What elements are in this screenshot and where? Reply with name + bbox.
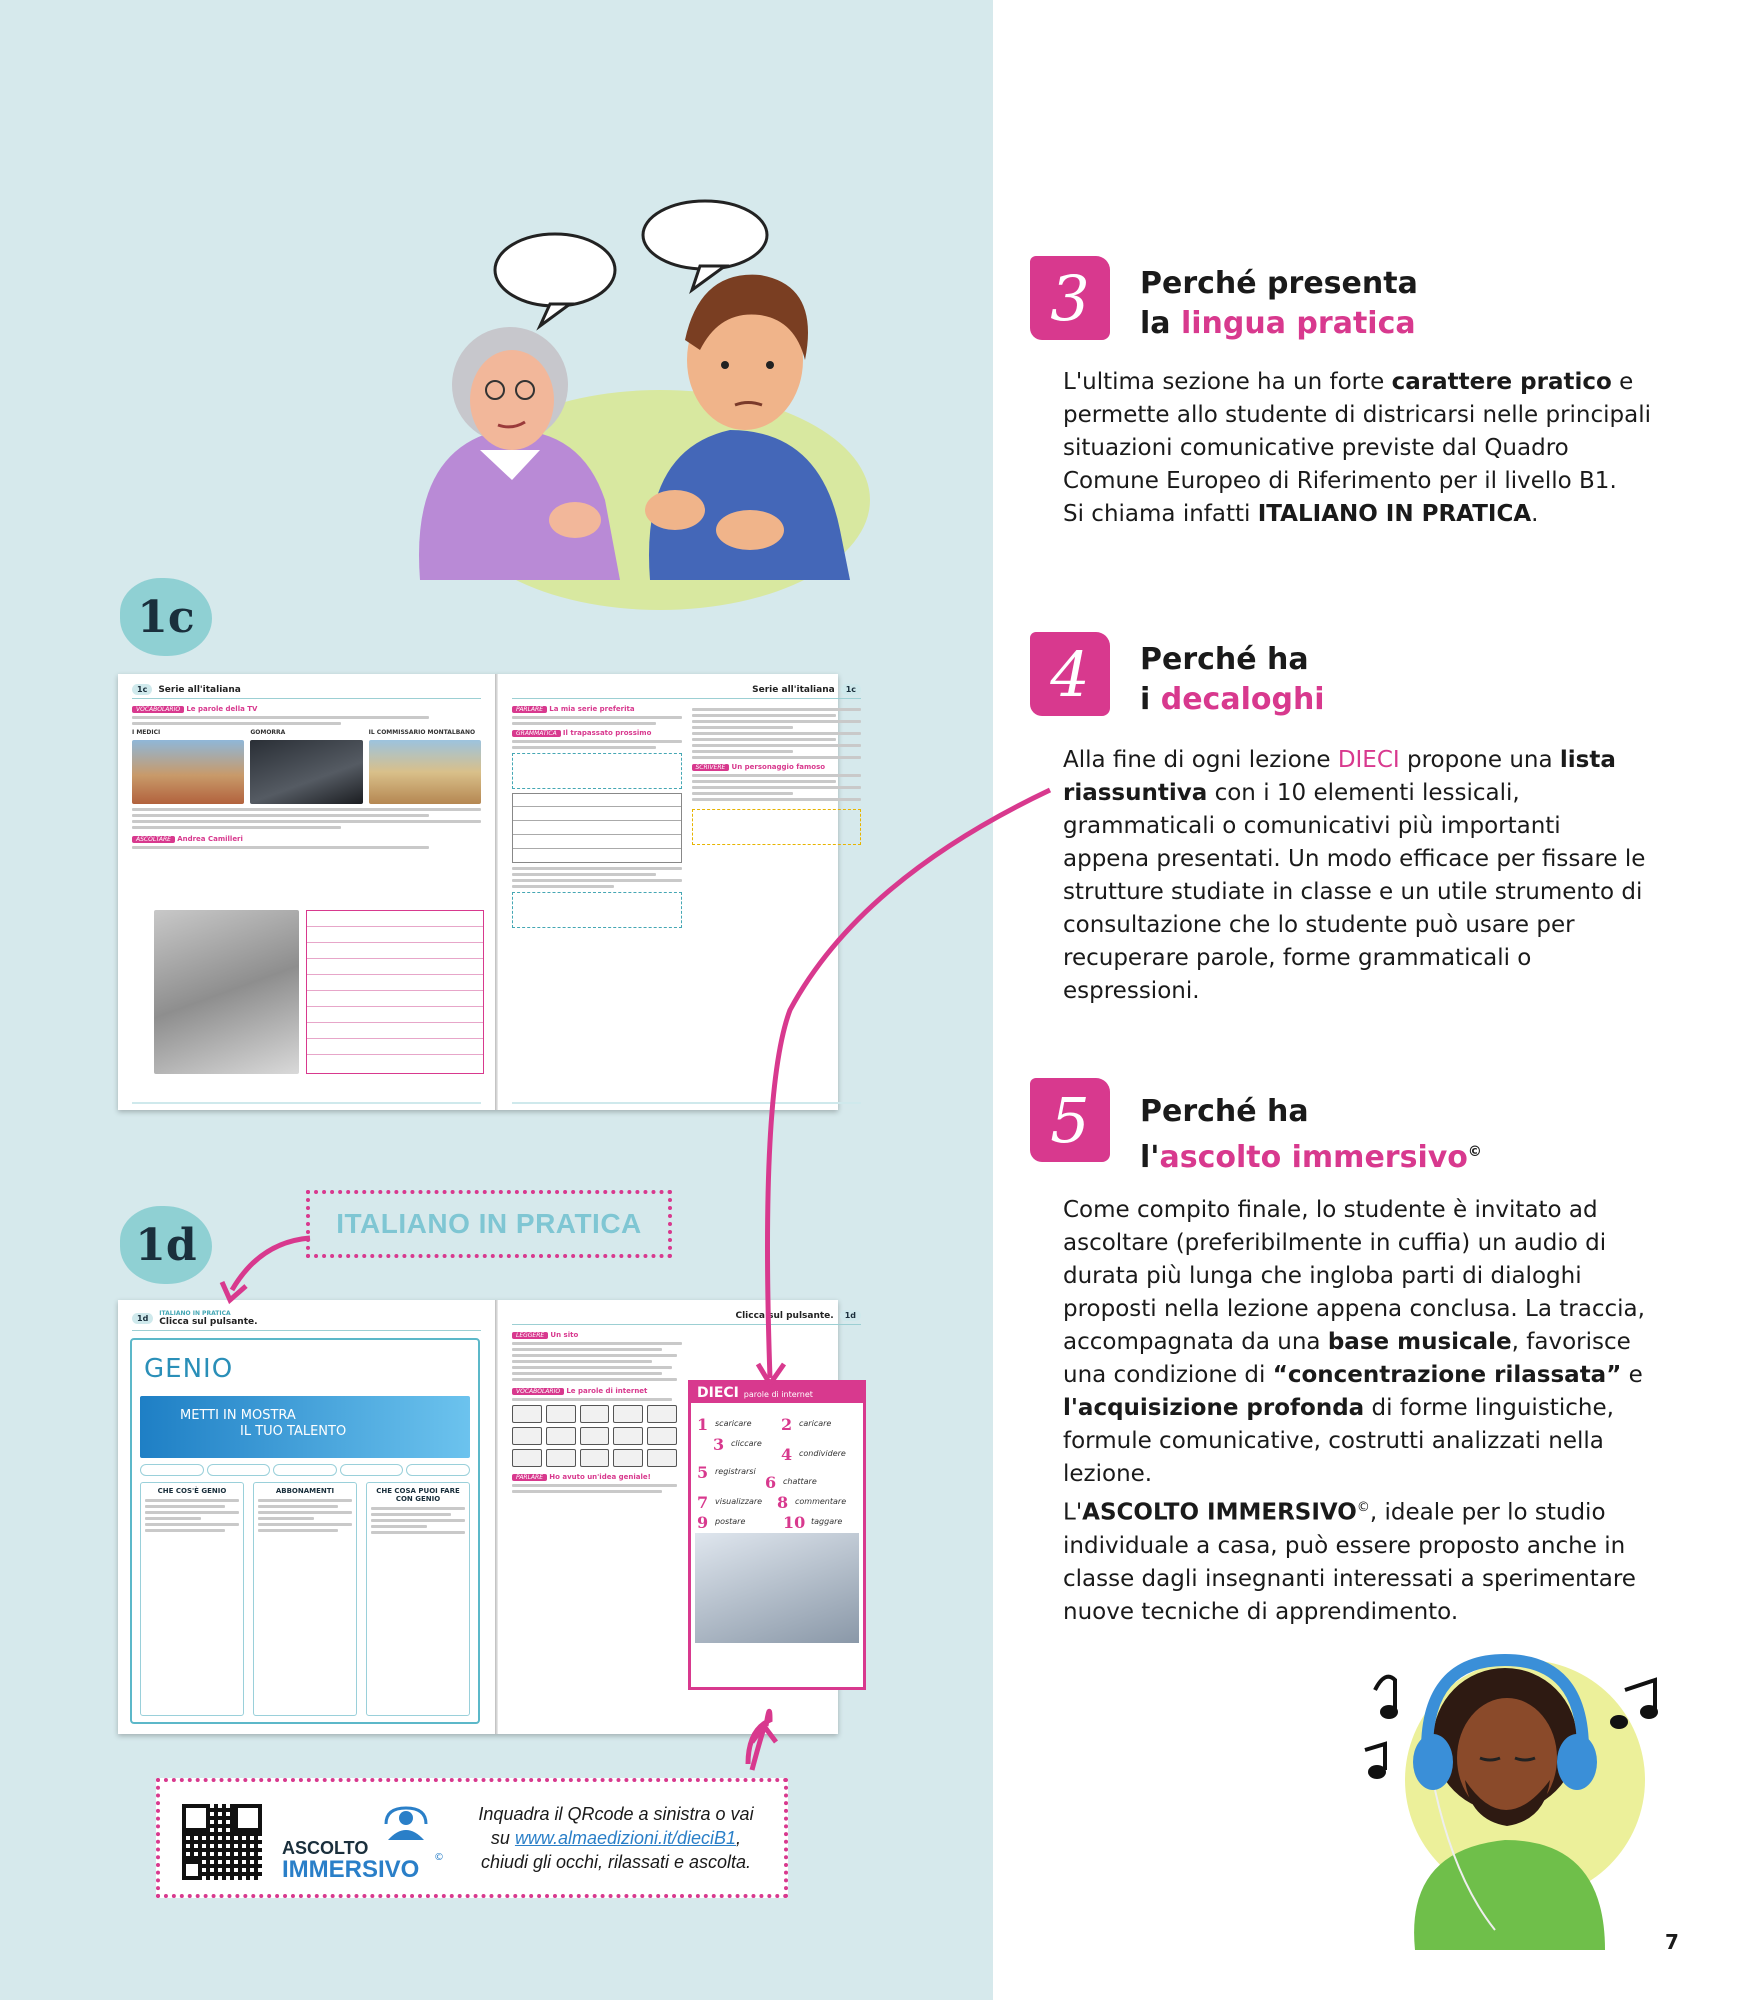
text-line	[512, 867, 682, 870]
page-title: Clicca sul pulsante.	[159, 1317, 258, 1327]
dieci-word: postare	[715, 1517, 746, 1526]
text-line	[512, 1378, 677, 1381]
column-heading: I MEDICI	[132, 729, 161, 736]
internet-icons-grid	[512, 1405, 677, 1467]
text-line	[512, 885, 614, 888]
dieci-header	[691, 1383, 863, 1403]
instruction-line	[456, 1826, 776, 1850]
text-line	[692, 774, 862, 777]
text-line	[258, 1511, 352, 1514]
section-label: GRAMMATICA	[512, 730, 561, 737]
gomorra-photo	[250, 740, 362, 804]
text-line	[371, 1513, 451, 1516]
spread2-left-page	[118, 1300, 495, 1734]
genio-column	[253, 1482, 357, 1716]
copyright-symbol: ©	[1356, 1500, 1370, 1515]
body-span: di forme linguistiche, formule comunicative, costrutti analizzati nella lezione.	[1063, 1395, 1614, 1487]
florence-photo	[132, 740, 244, 804]
text-line	[258, 1499, 352, 1502]
text-line	[145, 1499, 239, 1502]
text-line	[371, 1525, 427, 1528]
body-bold: lista riassuntiva	[1063, 747, 1616, 806]
heading-line	[1140, 304, 1418, 344]
website-link[interactable]: www.almaedizioni.it/dieciB1	[514, 1828, 737, 1848]
page-tab: 1c	[132, 684, 152, 695]
text-line	[132, 814, 429, 817]
dieci-word: condividere	[799, 1449, 846, 1458]
genio-website-mockup	[130, 1338, 480, 1724]
page-title: Serie all'italiana	[752, 684, 835, 695]
section-title: Le parole della TV	[186, 705, 258, 713]
grammar-grid	[512, 793, 682, 863]
text-line	[512, 1366, 672, 1369]
dieci-number: 3	[713, 1435, 725, 1454]
dieci-decalogue-box	[688, 1380, 866, 1690]
text-line	[512, 873, 656, 876]
page-footer	[132, 1102, 481, 1104]
heading-line: Perché presenta	[1140, 266, 1418, 301]
section-label: LEGGERE	[512, 1332, 548, 1339]
dieci-word: registrarsi	[715, 1467, 756, 1476]
text-line	[145, 1505, 225, 1508]
instruction-line: Inquadra il QRcode a sinistra o vai	[478, 1804, 754, 1824]
italiano-in-pratica-label: ITALIANO IN PRATICA	[306, 1190, 672, 1258]
banner-line: METTI IN MOSTRA	[180, 1408, 296, 1423]
body-span: propone una	[1399, 747, 1560, 773]
headphones-person-icon	[382, 1806, 430, 1844]
heading-text: la	[1140, 306, 1181, 341]
section-3-body	[1063, 366, 1653, 531]
section-number-3: 3	[1030, 256, 1110, 340]
section-title: Un sito	[550, 1331, 579, 1339]
heading-line	[1140, 1132, 1482, 1178]
text-line	[258, 1523, 352, 1526]
text-line	[512, 1354, 677, 1357]
logo-word-ascolto: ASCOLTO	[282, 1838, 369, 1858]
text-line	[512, 722, 656, 725]
genio-banner	[140, 1396, 470, 1458]
body-span: .	[1531, 501, 1539, 527]
dieci-number: 9	[697, 1513, 709, 1532]
text-line	[512, 1484, 677, 1487]
text-line	[132, 826, 341, 829]
section-label: VOCABOLARIO	[512, 1388, 564, 1395]
genio-nav	[140, 1464, 470, 1476]
dieci-word: chattare	[783, 1477, 817, 1486]
genio-column	[140, 1482, 244, 1716]
text-line	[512, 740, 682, 743]
camilleri-photo	[154, 910, 299, 1074]
page-header	[132, 684, 481, 699]
body-bold: “concentrazione rilassata”	[1272, 1362, 1622, 1388]
column-heading: CHE COS'È GENIO	[157, 1487, 227, 1495]
page-tab: 1d	[132, 1313, 153, 1324]
copyright-symbol: ©	[434, 1852, 444, 1863]
dieci-word: visualizzare	[715, 1497, 763, 1506]
instruction-text: ,	[736, 1828, 742, 1848]
dieci-number: 7	[697, 1493, 709, 1512]
heading-highlight: ascolto immersivo	[1159, 1140, 1468, 1175]
heading-line: Perché ha	[1140, 1094, 1309, 1129]
text-line	[512, 716, 682, 719]
text-line	[692, 792, 794, 795]
text-line	[132, 808, 481, 811]
text-line	[258, 1517, 314, 1520]
genio-column	[366, 1482, 470, 1716]
text-line	[692, 798, 862, 801]
dieci-number: 8	[777, 1493, 789, 1512]
logo-word-immersivo: IMMERSIVO	[282, 1856, 420, 1883]
body-bold: ASCOLTO IMMERSIVO	[1082, 1499, 1357, 1526]
body-span: L'	[1063, 1499, 1083, 1526]
dieci-number: 5	[697, 1463, 709, 1482]
body-span: e	[1621, 1362, 1643, 1388]
text-line	[512, 1348, 662, 1351]
body-bold: l'acquisizione profonda	[1063, 1395, 1365, 1421]
section-3-heading	[1140, 264, 1418, 344]
section-4-heading	[1140, 640, 1325, 720]
section-label: PARLARE	[512, 1474, 547, 1481]
section-label: SCRIVERE	[692, 764, 730, 771]
text-line	[258, 1529, 338, 1532]
body-bold: base musicale	[1327, 1329, 1512, 1355]
text-line	[512, 1490, 662, 1493]
grammar-box	[512, 753, 682, 789]
dieci-number: 10	[783, 1513, 806, 1532]
text-line	[692, 744, 862, 747]
body-span: Alla fine di ogni lezione	[1063, 747, 1338, 773]
body-span: e permette allo studente di districarsi nelle principali situazioni comunicative previste dal Quadro Comune Europeo di Riferimento per il livello B1.	[1063, 369, 1652, 494]
genio-logo: GENIO	[144, 1354, 234, 1384]
qr-code[interactable]	[182, 1804, 262, 1880]
text-line	[132, 722, 341, 725]
dieci-subtitle: parole di internet	[743, 1390, 813, 1399]
column-heading: CHE COSA PUOI FARE CON GENIO	[376, 1487, 460, 1503]
text-line	[371, 1531, 465, 1534]
text-line	[512, 1398, 672, 1401]
body-bold: carattere pratico	[1391, 369, 1612, 395]
section-title: Andrea Camilleri	[177, 835, 243, 843]
dieci-number: 1	[697, 1415, 709, 1434]
dieci-word: commentare	[795, 1497, 847, 1506]
dieci-word: taggare	[811, 1517, 843, 1526]
section-4-body	[1063, 744, 1653, 1008]
text-line	[692, 714, 836, 717]
section-title: Le parole di internet	[566, 1387, 648, 1395]
text-line	[371, 1507, 465, 1510]
body-span: con i 10 elementi lessicali, grammaticali o comunicativi più importanti appena presentati. Un modo efficace per fissare le strutture studiate in classe e un utile strumento di consultazione che lo studente può usare per recuperare parole, forme grammaticali o espressioni.	[1063, 780, 1646, 1004]
dieci-word: caricare	[799, 1419, 832, 1428]
spread2-right-page	[498, 1300, 875, 1734]
section-title: Il trapassato prossimo	[562, 729, 652, 737]
book-spread-lesson-1c	[118, 674, 856, 1110]
body-span: L'ultima sezione ha un forte	[1063, 369, 1392, 395]
text-line	[512, 746, 656, 749]
text-line	[692, 738, 836, 741]
text-line	[692, 720, 862, 723]
column-heading: GOMORRA	[250, 729, 286, 736]
body-highlight: DIECI	[1337, 747, 1400, 773]
ascolto-immersivo-box	[156, 1778, 788, 1898]
talking-people-illustration	[400, 200, 880, 600]
section-label: VOCABOLARIO	[132, 706, 184, 713]
text-line	[692, 726, 794, 729]
page-footer	[512, 1102, 861, 1104]
column-heading: ABBONAMENTI	[275, 1487, 335, 1495]
dieci-number: 4	[781, 1445, 793, 1464]
text-line	[132, 846, 429, 849]
text-line	[145, 1529, 225, 1532]
text-line	[692, 708, 862, 711]
text-line	[512, 1360, 652, 1363]
text-line	[145, 1517, 201, 1520]
page-title: Clicca sul pulsante.	[735, 1310, 834, 1321]
page-section: ITALIANO IN PRATICA	[159, 1310, 231, 1317]
text-line	[692, 786, 862, 789]
grammar-box	[512, 892, 682, 928]
photo-row	[132, 740, 481, 804]
dieci-word: scaricare	[715, 1419, 752, 1428]
lesson-badge-1d: 1d	[120, 1206, 212, 1284]
text-line	[692, 750, 794, 753]
page-header	[512, 1310, 861, 1325]
text-line	[512, 879, 682, 882]
sicily-photo	[369, 740, 481, 804]
page-header	[132, 1310, 481, 1331]
ascolto-immersivo-logo	[282, 1804, 444, 1883]
body-span: , favorisce una condizione di	[1063, 1329, 1631, 1388]
body-span: Come compito finale, lo studente è invitato ad ascoltare (preferibilmente in cuffia) un audio di durata più lunga che ingloba parti di dialoghi proposti nella lezione appena conclusa. La traccia, accompagnata da una	[1063, 1197, 1645, 1355]
body-span: , ideale per lo studio individuale a casa, può essere proposto anche in classe dagli insegnanti interessati a sperimentare nuove tecniche di apprendimento.	[1063, 1499, 1636, 1625]
section-5-body	[1063, 1194, 1653, 1629]
headphones-listener-illustration	[1355, 1630, 1665, 1950]
ascolto-instructions	[456, 1802, 776, 1874]
heading-line	[1140, 680, 1325, 720]
heading-text: l'	[1140, 1140, 1160, 1175]
spread1-right-page	[498, 674, 875, 1110]
page-header	[512, 684, 861, 699]
page-tab: 1c	[841, 684, 861, 695]
page-tab: 1d	[840, 1310, 861, 1321]
dieci-number: 2	[781, 1415, 793, 1434]
heading-line: Perché ha	[1140, 642, 1309, 677]
section-label: ASCOLTARE	[132, 836, 175, 843]
lesson-badge-1c: 1c	[120, 578, 212, 656]
laptop-man-photo	[695, 1533, 859, 1643]
section-number-5: 5	[1030, 1078, 1110, 1162]
heading-highlight: decaloghi	[1160, 682, 1325, 717]
heading-text: i	[1140, 682, 1161, 717]
book-spread-lesson-1d	[118, 1300, 856, 1734]
page-number: 7	[1665, 1930, 1679, 1954]
text-line	[145, 1511, 239, 1514]
spread1-left-page	[118, 674, 495, 1110]
page-title: Serie all'italiana	[158, 684, 241, 695]
instruction-line: chiudi gli occhi, rilassati e ascolta.	[480, 1852, 752, 1872]
text-line	[132, 716, 429, 719]
body-bold: ITALIANO IN PRATICA	[1257, 501, 1532, 527]
text-line	[692, 732, 862, 735]
banner-line: IL TUO TALENTO	[240, 1424, 347, 1439]
text-line	[258, 1505, 338, 1508]
section-label: PARLARE	[512, 706, 547, 713]
note-box	[692, 809, 862, 845]
dieci-number: 6	[765, 1473, 777, 1492]
text-line	[145, 1523, 239, 1526]
instruction-text: su	[490, 1828, 515, 1848]
text-line	[371, 1519, 465, 1522]
dieci-word: cliccare	[731, 1439, 762, 1448]
section-title: Un personaggio famoso	[731, 763, 826, 771]
text-line	[132, 820, 481, 823]
section-number-4: 4	[1030, 632, 1110, 716]
section-title: La mia serie preferita	[549, 705, 635, 713]
text-line	[692, 780, 836, 783]
text-line	[512, 1342, 682, 1345]
section-5-heading	[1140, 1092, 1482, 1178]
heading-highlight: lingua pratica	[1180, 306, 1416, 341]
section-title: Ho avuto un'idea geniale!	[549, 1473, 651, 1481]
body-span: Si chiama infatti	[1063, 501, 1258, 527]
copyright-symbol: ©	[1467, 1144, 1482, 1160]
text-line	[512, 1372, 662, 1375]
text-line	[692, 756, 862, 759]
dieci-title: DIECI	[697, 1385, 739, 1401]
exercise-table	[306, 910, 484, 1074]
column-heading: IL COMMISSARIO MONTALBANO	[368, 729, 476, 736]
